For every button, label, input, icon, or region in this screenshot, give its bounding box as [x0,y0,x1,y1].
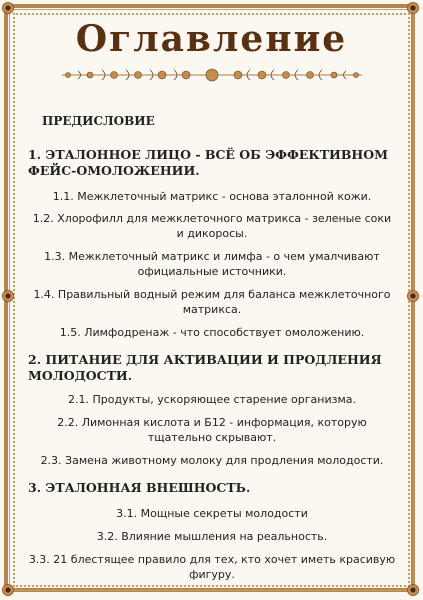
corner-ornament-icon [408,585,418,595]
toc-item[interactable]: 3.2. Влияние мышления на реальность. [96,530,328,543]
toc-item[interactable]: 3.3. 21 блестящее правило для тех, кто хочет иметь красивую фигуру. [28,553,396,581]
side-ornament-icon [3,291,13,301]
toc-chapter-3[interactable]: 3. ЭТАЛОННАЯ ВНЕШНОСТЬ. [28,480,251,495]
toc-item[interactable]: 1.2. Хлорофилл для межклеточного матрикса - зеленые соки и дикоросы. [32,212,392,240]
page-title: Оглавление [75,18,348,60]
toc-item[interactable]: 1.3. Межклеточный матрикс и лимфа - о чем умалчивают официальные источники. [44,250,380,278]
corner-ornament-icon [3,585,13,595]
toc-item[interactable]: 2.1. Продукты, ускоряющее старение организма. [67,393,356,406]
corner-ornament-icon [3,3,13,13]
corner-ornament-icon [408,3,418,13]
toc-chapter-1[interactable]: 1. ЭТАЛОННОЕ ЛИЦО - ВСЁ ОБ ЭФФЕКТИВНОМ ФЕЙС-ОМОЛОЖЕНИИ. [28,147,388,178]
toc-item[interactable]: 2.2. Лимонная кислота и Б12 - информация, которую тщательно скрывают. [57,416,367,444]
toc-preface[interactable]: ПРЕДИСЛОВИЕ [42,114,155,128]
toc-item[interactable]: 1.5. Лимфодренаж - что способствует омоложению. [59,326,365,339]
toc-item[interactable]: 3.1. Мощные секреты молодости [116,507,308,520]
side-ornament-icon [408,291,418,301]
toc-item[interactable]: 1.4. Правильный водный режим для баланса межклеточного матрикса. [33,288,391,316]
toc-item[interactable]: 1.1. Межклеточный матрикс - основа эталонной кожи. [52,190,372,203]
table-of-contents [28,108,396,582]
ornamental-divider-icon [62,66,362,84]
toc-chapter-2[interactable]: 2. ПИТАНИЕ ДЛЯ АКТИВАЦИИ И ПРОДЛЕНИЯ МОЛОДОСТИ. [28,352,382,383]
toc-item[interactable]: 2.3. Замена животному молоку для продления молодости. [40,454,384,467]
